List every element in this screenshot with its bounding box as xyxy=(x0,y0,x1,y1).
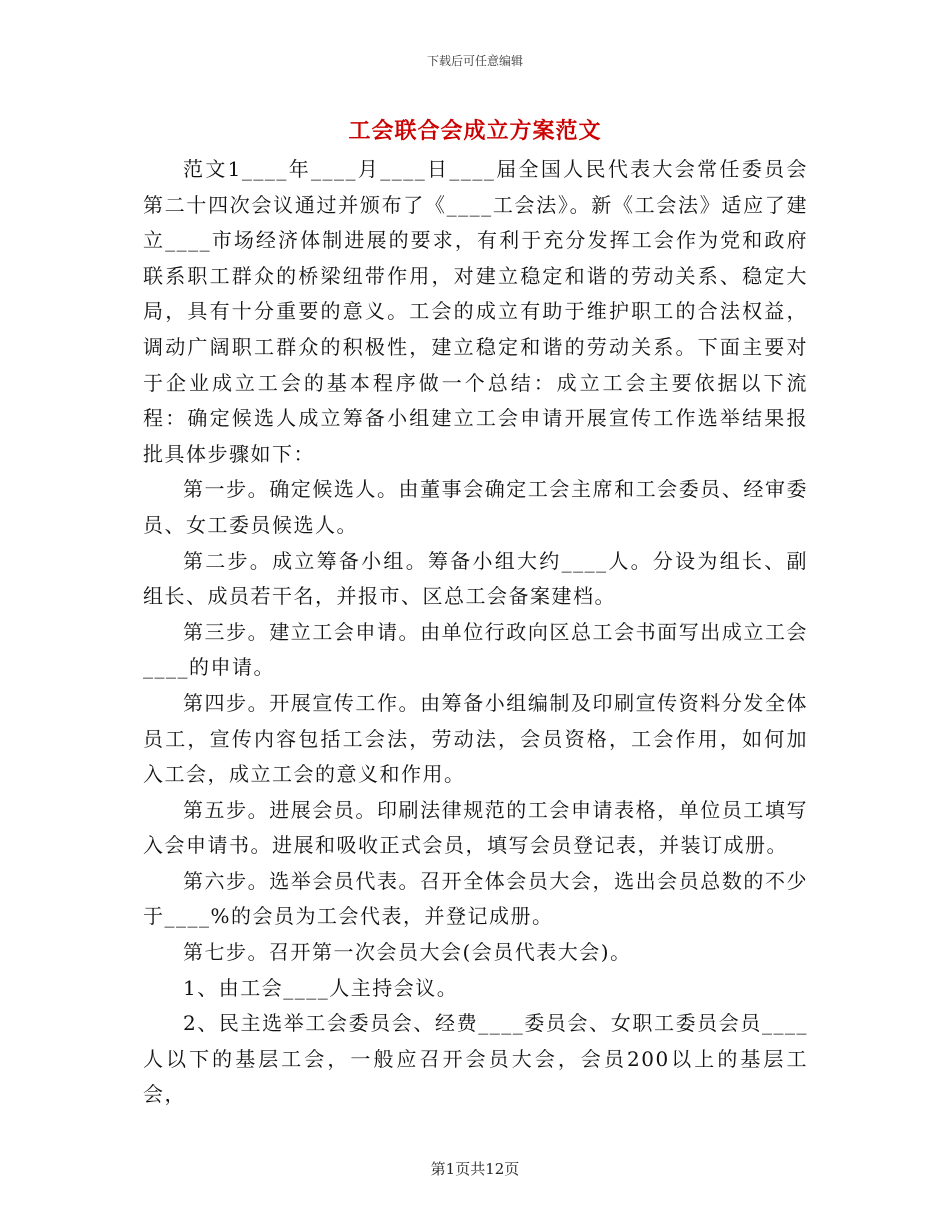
page-number: 第1页共12页 xyxy=(430,1160,520,1178)
paragraph-step-6: 第六步。选举会员代表。召开全体会员大会，选出会员总数的不少于____%的会员为工会代表，并登记成册。 xyxy=(143,868,808,929)
paragraph-step-5: 第五步。进展会员。印刷法律规范的工会申请表格，单位员工填写入会申请书。进展和吸收正式会员，填写会员登记表，并装订成册。 xyxy=(143,797,808,858)
paragraph-step-2: 第二步。成立筹备小组。筹备小组大约____人。分设为组长、副组长、成员若干名，并报市、区总工会备案建档。 xyxy=(143,548,808,609)
paragraph-item-2: 2、民主选举工会委员会、经费____委员会、女职工委员会员____人以下的基层工会，一般应召开会员大会，会员200以上的基层工会， xyxy=(143,1011,808,1107)
paragraph-step-7: 第七步。召开第一次会员大会(会员代表大会)。 xyxy=(183,940,632,965)
paragraph-intro: 范文1____年____月____日____届全国人民代表大会常任委员会第二十四次会议通过并颁布了《____工会法》。新《工会法》适应了建立____市场经济体制进展的要求，有利于充分发挥工会作为党和政府联系职工群众的桥梁纽带作用，对建立稳定和谐的劳动关系、稳定大局，具有十分重要的意义。工会的成立有助于维护职工的合法权益，调动广阔职工群众的积极性，建立稳定和谐的劳动关系。下面主要对于企业成立工会的基本程序做一个总结：成立工会主要依据以下流程：确定候选人成立筹备小组建立工会申请开展宣传工作选举结果报批具体步骤如下： xyxy=(143,157,808,466)
paragraph-step-3: 第三步。建立工会申请。由单位行政向区总工会书面写出成立工会____的申请。 xyxy=(143,619,808,680)
document-title: 工会联合会成立方案范文 xyxy=(348,118,602,144)
paragraph-item-1: 1、由工会____人主持会议。 xyxy=(183,975,459,1000)
page-header-note: 下载后可任意编辑 xyxy=(426,54,523,68)
paragraph-step-4: 第四步。开展宣传工作。由筹备小组编制及印刷宣传资料分发全体员工，宣传内容包括工会法，劳动法，会员资格，工会作用，如何加入工会，成立工会的意义和作用。 xyxy=(143,690,808,787)
paragraph-step-1: 第一步。确定候选人。由董事会确定工会主席和工会委员、经审委员、女工委员候选人。 xyxy=(143,477,808,537)
document-body xyxy=(143,152,808,1113)
